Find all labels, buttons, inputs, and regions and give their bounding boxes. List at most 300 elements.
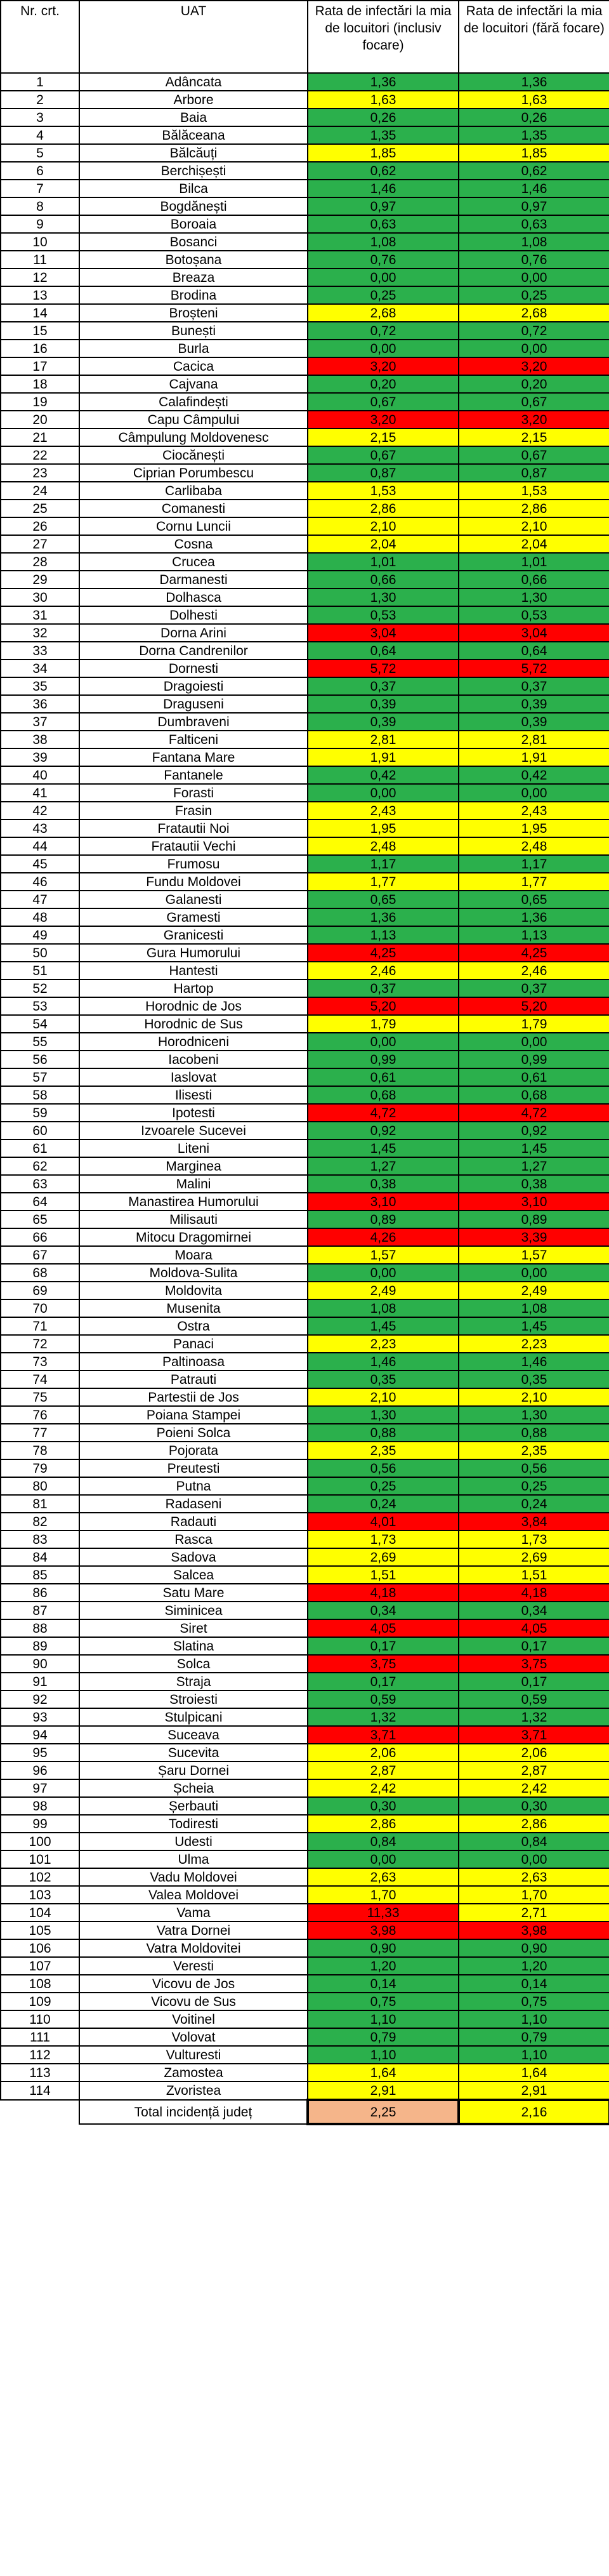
total-label: Total incidență județ bbox=[79, 2100, 308, 2124]
rate-without-outbreaks: 1,32 bbox=[459, 1708, 609, 1726]
rate-without-outbreaks: 0,72 bbox=[459, 322, 609, 340]
row-number: 24 bbox=[1, 482, 79, 500]
table-row bbox=[1, 873, 609, 891]
rate-without-outbreaks: 0,17 bbox=[459, 1673, 609, 1690]
uat-name: Ulma bbox=[79, 1850, 308, 1868]
rate-with-outbreaks: 0,42 bbox=[308, 766, 459, 784]
rate-without-outbreaks: 2,86 bbox=[459, 500, 609, 517]
rate-with-outbreaks: 0,39 bbox=[308, 695, 459, 713]
uat-name: Cornu Luncii bbox=[79, 517, 308, 535]
table-row bbox=[1, 642, 609, 660]
table-row bbox=[1, 269, 609, 286]
row-number: 94 bbox=[1, 1726, 79, 1744]
rate-without-outbreaks: 0,75 bbox=[459, 1993, 609, 2010]
rate-without-outbreaks: 0,26 bbox=[459, 109, 609, 126]
row-number: 19 bbox=[1, 393, 79, 411]
table-row bbox=[1, 855, 609, 873]
uat-name: Poieni Solca bbox=[79, 1424, 308, 1442]
table-row bbox=[1, 109, 609, 126]
rate-without-outbreaks: 1,10 bbox=[459, 2046, 609, 2064]
uat-name: Ostra bbox=[79, 1317, 308, 1335]
table-row bbox=[1, 1371, 609, 1388]
table-row bbox=[1, 1175, 609, 1193]
rate-with-outbreaks: 4,26 bbox=[308, 1228, 459, 1246]
rate-with-outbreaks: 0,25 bbox=[308, 1477, 459, 1495]
uat-name: Berchișești bbox=[79, 162, 308, 180]
uat-name: Salcea bbox=[79, 1566, 308, 1584]
table-row bbox=[1, 1282, 609, 1299]
rate-with-outbreaks: 0,68 bbox=[308, 1086, 459, 1104]
row-number: 113 bbox=[1, 2064, 79, 2081]
rate-without-outbreaks: 2,48 bbox=[459, 837, 609, 855]
rate-with-outbreaks: 0,99 bbox=[308, 1051, 459, 1068]
row-number: 90 bbox=[1, 1655, 79, 1673]
table-row bbox=[1, 73, 609, 91]
header-nr: Nr. crt. bbox=[1, 1, 79, 73]
table-row bbox=[1, 357, 609, 375]
row-number: 77 bbox=[1, 1424, 79, 1442]
uat-name: Baia bbox=[79, 109, 308, 126]
row-number: 3 bbox=[1, 109, 79, 126]
rate-with-outbreaks: 4,72 bbox=[308, 1104, 459, 1122]
row-number: 12 bbox=[1, 269, 79, 286]
table-row bbox=[1, 500, 609, 517]
row-number: 104 bbox=[1, 1904, 79, 1922]
uat-name: Putna bbox=[79, 1477, 308, 1495]
rate-without-outbreaks: 0,65 bbox=[459, 891, 609, 908]
rate-without-outbreaks: 0,84 bbox=[459, 1833, 609, 1850]
rate-with-outbreaks: 0,75 bbox=[308, 1993, 459, 2010]
table-row bbox=[1, 2046, 609, 2064]
uat-name: Iaslovat bbox=[79, 1068, 308, 1086]
table-row bbox=[1, 944, 609, 962]
row-number: 45 bbox=[1, 855, 79, 873]
rate-without-outbreaks: 3,10 bbox=[459, 1193, 609, 1211]
row-number: 67 bbox=[1, 1246, 79, 1264]
row-number: 105 bbox=[1, 1922, 79, 1939]
uat-name: Bălăceana bbox=[79, 126, 308, 144]
rate-without-outbreaks: 0,64 bbox=[459, 642, 609, 660]
rate-without-outbreaks: 0,34 bbox=[459, 1602, 609, 1619]
rate-with-outbreaks: 0,67 bbox=[308, 393, 459, 411]
row-number: 8 bbox=[1, 197, 79, 215]
rate-without-outbreaks: 1,46 bbox=[459, 1353, 609, 1371]
table-row bbox=[1, 91, 609, 109]
rate-with-outbreaks: 5,72 bbox=[308, 660, 459, 677]
table-row bbox=[1, 517, 609, 535]
table-row bbox=[1, 1993, 609, 2010]
rate-with-outbreaks: 1,01 bbox=[308, 553, 459, 571]
rate-without-outbreaks: 0,35 bbox=[459, 1371, 609, 1388]
rate-without-outbreaks: 1,57 bbox=[459, 1246, 609, 1264]
uat-name: Draguseni bbox=[79, 695, 308, 713]
row-number: 102 bbox=[1, 1868, 79, 1886]
table-row bbox=[1, 1495, 609, 1513]
uat-name: Dorna Arini bbox=[79, 624, 308, 642]
table-row bbox=[1, 1850, 609, 1868]
table-row bbox=[1, 979, 609, 997]
row-number: 36 bbox=[1, 695, 79, 713]
uat-name: Vicovu de Sus bbox=[79, 1993, 308, 2010]
rate-with-outbreaks: 0,88 bbox=[308, 1424, 459, 1442]
uat-name: Ipotesti bbox=[79, 1104, 308, 1122]
row-number: 7 bbox=[1, 180, 79, 197]
rate-without-outbreaks: 1,91 bbox=[459, 748, 609, 766]
uat-name: Solca bbox=[79, 1655, 308, 1673]
row-number: 72 bbox=[1, 1335, 79, 1353]
rate-without-outbreaks: 0,67 bbox=[459, 446, 609, 464]
rate-with-outbreaks: 1,32 bbox=[308, 1708, 459, 1726]
rate-without-outbreaks: 2,06 bbox=[459, 1744, 609, 1762]
table-row bbox=[1, 1086, 609, 1104]
row-number: 68 bbox=[1, 1264, 79, 1282]
rate-without-outbreaks: 3,20 bbox=[459, 411, 609, 428]
rate-without-outbreaks: 0,76 bbox=[459, 251, 609, 269]
row-number: 23 bbox=[1, 464, 79, 482]
table-row bbox=[1, 1939, 609, 1957]
row-number: 84 bbox=[1, 1548, 79, 1566]
total-row bbox=[1, 2100, 609, 2124]
rate-without-outbreaks: 2,10 bbox=[459, 1388, 609, 1406]
rate-without-outbreaks: 0,92 bbox=[459, 1122, 609, 1139]
table-row bbox=[1, 1228, 609, 1246]
rate-with-outbreaks: 1,36 bbox=[308, 908, 459, 926]
row-number: 53 bbox=[1, 997, 79, 1015]
table-row bbox=[1, 215, 609, 233]
uat-name: Fratautii Vechi bbox=[79, 837, 308, 855]
row-number: 26 bbox=[1, 517, 79, 535]
uat-name: Vama bbox=[79, 1904, 308, 1922]
uat-name: Ciprian Porumbescu bbox=[79, 464, 308, 482]
row-number: 70 bbox=[1, 1299, 79, 1317]
rate-without-outbreaks: 1,51 bbox=[459, 1566, 609, 1584]
rate-with-outbreaks: 0,65 bbox=[308, 891, 459, 908]
table-row bbox=[1, 1726, 609, 1744]
rate-with-outbreaks: 3,98 bbox=[308, 1922, 459, 1939]
table-row bbox=[1, 1211, 609, 1228]
table-row bbox=[1, 1353, 609, 1371]
row-number: 30 bbox=[1, 588, 79, 606]
rate-with-outbreaks: 1,46 bbox=[308, 180, 459, 197]
uat-name: Dumbraveni bbox=[79, 713, 308, 731]
row-number: 83 bbox=[1, 1530, 79, 1548]
uat-name: Cacica bbox=[79, 357, 308, 375]
table-row bbox=[1, 1886, 609, 1904]
row-number: 20 bbox=[1, 411, 79, 428]
table-row bbox=[1, 1459, 609, 1477]
rate-with-outbreaks: 5,20 bbox=[308, 997, 459, 1015]
rate-with-outbreaks: 2,10 bbox=[308, 1388, 459, 1406]
rate-with-outbreaks: 0,00 bbox=[308, 784, 459, 802]
table-row bbox=[1, 1975, 609, 1993]
row-number: 37 bbox=[1, 713, 79, 731]
table-row bbox=[1, 1797, 609, 1815]
table-row bbox=[1, 1033, 609, 1051]
rate-without-outbreaks: 0,56 bbox=[459, 1459, 609, 1477]
table-row bbox=[1, 606, 609, 624]
table-row bbox=[1, 1708, 609, 1726]
table-row bbox=[1, 1904, 609, 1922]
table-row bbox=[1, 1833, 609, 1850]
table-row bbox=[1, 624, 609, 642]
rate-without-outbreaks: 2,71 bbox=[459, 1904, 609, 1922]
uat-name: Breaza bbox=[79, 269, 308, 286]
rate-without-outbreaks: 0,25 bbox=[459, 286, 609, 304]
rate-without-outbreaks: 3,04 bbox=[459, 624, 609, 642]
uat-name: Patrauti bbox=[79, 1371, 308, 1388]
table-row bbox=[1, 997, 609, 1015]
rate-with-outbreaks: 2,87 bbox=[308, 1762, 459, 1779]
uat-name: Iacobeni bbox=[79, 1051, 308, 1068]
rate-with-outbreaks: 0,25 bbox=[308, 286, 459, 304]
rate-without-outbreaks: 0,38 bbox=[459, 1175, 609, 1193]
rate-without-outbreaks: 0,99 bbox=[459, 1051, 609, 1068]
row-number: 4 bbox=[1, 126, 79, 144]
uat-name: Broșteni bbox=[79, 304, 308, 322]
rate-with-outbreaks: 1,64 bbox=[308, 2064, 459, 2081]
rate-without-outbreaks: 2,43 bbox=[459, 802, 609, 820]
uat-name: Poiana Stampei bbox=[79, 1406, 308, 1424]
rate-with-outbreaks: 0,35 bbox=[308, 1371, 459, 1388]
uat-name: Horodnic de Jos bbox=[79, 997, 308, 1015]
rate-with-outbreaks: 2,91 bbox=[308, 2081, 459, 2100]
rate-without-outbreaks: 1,45 bbox=[459, 1139, 609, 1157]
rate-without-outbreaks: 1,27 bbox=[459, 1157, 609, 1175]
rate-without-outbreaks: 1,30 bbox=[459, 588, 609, 606]
row-number: 97 bbox=[1, 1779, 79, 1797]
row-number: 42 bbox=[1, 802, 79, 820]
table-row bbox=[1, 962, 609, 979]
row-number: 17 bbox=[1, 357, 79, 375]
table-row bbox=[1, 784, 609, 802]
rate-without-outbreaks: 0,17 bbox=[459, 1637, 609, 1655]
table-row bbox=[1, 1335, 609, 1353]
row-number: 31 bbox=[1, 606, 79, 624]
uat-name: Frumosu bbox=[79, 855, 308, 873]
rate-with-outbreaks: 1,30 bbox=[308, 1406, 459, 1424]
uat-name: Darmanesti bbox=[79, 571, 308, 588]
uat-name: Carlibaba bbox=[79, 482, 308, 500]
uat-name: Partestii de Jos bbox=[79, 1388, 308, 1406]
rate-with-outbreaks: 0,56 bbox=[308, 1459, 459, 1477]
table-row bbox=[1, 713, 609, 731]
uat-name: Siret bbox=[79, 1619, 308, 1637]
rate-without-outbreaks: 0,90 bbox=[459, 1939, 609, 1957]
rate-with-outbreaks: 1,79 bbox=[308, 1015, 459, 1033]
rate-with-outbreaks: 2,23 bbox=[308, 1335, 459, 1353]
table-row bbox=[1, 695, 609, 713]
rate-without-outbreaks: 2,49 bbox=[459, 1282, 609, 1299]
table-row bbox=[1, 766, 609, 784]
rate-without-outbreaks: 2,42 bbox=[459, 1779, 609, 1797]
rate-without-outbreaks: 1,10 bbox=[459, 2010, 609, 2028]
rate-with-outbreaks: 0,53 bbox=[308, 606, 459, 624]
rate-with-outbreaks: 0,92 bbox=[308, 1122, 459, 1139]
uat-name: Stroiesti bbox=[79, 1690, 308, 1708]
row-number: 81 bbox=[1, 1495, 79, 1513]
row-number: 71 bbox=[1, 1317, 79, 1335]
rate-with-outbreaks: 0,72 bbox=[308, 322, 459, 340]
row-number: 62 bbox=[1, 1157, 79, 1175]
row-number: 74 bbox=[1, 1371, 79, 1388]
table-row bbox=[1, 322, 609, 340]
rate-with-outbreaks: 0,17 bbox=[308, 1673, 459, 1690]
rate-with-outbreaks: 0,64 bbox=[308, 642, 459, 660]
rate-without-outbreaks: 2,91 bbox=[459, 2081, 609, 2100]
rate-without-outbreaks: 1,20 bbox=[459, 1957, 609, 1975]
row-number: 58 bbox=[1, 1086, 79, 1104]
row-number: 101 bbox=[1, 1850, 79, 1868]
table-row bbox=[1, 820, 609, 837]
uat-name: Fratautii Noi bbox=[79, 820, 308, 837]
row-number: 38 bbox=[1, 731, 79, 748]
rate-with-outbreaks: 0,39 bbox=[308, 713, 459, 731]
uat-name: Suceava bbox=[79, 1726, 308, 1744]
row-number: 78 bbox=[1, 1442, 79, 1459]
table-row bbox=[1, 1637, 609, 1655]
table-row bbox=[1, 660, 609, 677]
uat-name: Hantesti bbox=[79, 962, 308, 979]
row-number: 99 bbox=[1, 1815, 79, 1833]
row-number: 61 bbox=[1, 1139, 79, 1157]
rate-without-outbreaks: 1,79 bbox=[459, 1015, 609, 1033]
row-number: 46 bbox=[1, 873, 79, 891]
table-row bbox=[1, 1584, 609, 1602]
uat-name: Dolhesti bbox=[79, 606, 308, 624]
rate-with-outbreaks: 0,37 bbox=[308, 677, 459, 695]
rate-with-outbreaks: 1,30 bbox=[308, 588, 459, 606]
row-number: 103 bbox=[1, 1886, 79, 1904]
rate-without-outbreaks: 0,79 bbox=[459, 2028, 609, 2046]
row-number: 73 bbox=[1, 1353, 79, 1371]
rate-with-outbreaks: 3,20 bbox=[308, 357, 459, 375]
uat-name: Dorna Candrenilor bbox=[79, 642, 308, 660]
rate-without-outbreaks: 0,20 bbox=[459, 375, 609, 393]
row-number: 25 bbox=[1, 500, 79, 517]
row-number: 41 bbox=[1, 784, 79, 802]
uat-name: Izvoarele Sucevei bbox=[79, 1122, 308, 1139]
total-rate-without-outbreaks: 2,16 bbox=[459, 2100, 609, 2124]
row-number: 13 bbox=[1, 286, 79, 304]
rate-with-outbreaks: 1,13 bbox=[308, 926, 459, 944]
uat-name: Moldovita bbox=[79, 1282, 308, 1299]
uat-name: Siminicea bbox=[79, 1602, 308, 1619]
uat-name: Cajvana bbox=[79, 375, 308, 393]
uat-name: Fantanele bbox=[79, 766, 308, 784]
rate-without-outbreaks: 4,25 bbox=[459, 944, 609, 962]
rate-without-outbreaks: 0,25 bbox=[459, 1477, 609, 1495]
rate-without-outbreaks: 1,64 bbox=[459, 2064, 609, 2081]
rate-with-outbreaks: 2,06 bbox=[308, 1744, 459, 1762]
rate-without-outbreaks: 1,53 bbox=[459, 482, 609, 500]
row-number: 79 bbox=[1, 1459, 79, 1477]
rate-with-outbreaks: 1,51 bbox=[308, 1566, 459, 1584]
uat-name: Panaci bbox=[79, 1335, 308, 1353]
table-row bbox=[1, 1744, 609, 1762]
rate-with-outbreaks: 2,35 bbox=[308, 1442, 459, 1459]
row-number: 59 bbox=[1, 1104, 79, 1122]
uat-name: Crucea bbox=[79, 553, 308, 571]
rate-with-outbreaks: 2,15 bbox=[308, 428, 459, 446]
row-number: 54 bbox=[1, 1015, 79, 1033]
table-row bbox=[1, 1513, 609, 1530]
uat-name: Câmpulung Moldovenesc bbox=[79, 428, 308, 446]
rate-without-outbreaks: 0,68 bbox=[459, 1086, 609, 1104]
row-number: 69 bbox=[1, 1282, 79, 1299]
rate-with-outbreaks: 1,27 bbox=[308, 1157, 459, 1175]
total-rate-with-outbreaks: 2,25 bbox=[308, 2100, 459, 2124]
rate-with-outbreaks: 0,90 bbox=[308, 1939, 459, 1957]
uat-name: Moldova-Sulita bbox=[79, 1264, 308, 1282]
uat-name: Granicesti bbox=[79, 926, 308, 944]
row-number: 86 bbox=[1, 1584, 79, 1602]
uat-name: Moara bbox=[79, 1246, 308, 1264]
row-number: 1 bbox=[1, 73, 79, 91]
row-number: 5 bbox=[1, 144, 79, 162]
rate-with-outbreaks: 2,43 bbox=[308, 802, 459, 820]
rate-without-outbreaks: 0,00 bbox=[459, 784, 609, 802]
rate-with-outbreaks: 0,79 bbox=[308, 2028, 459, 2046]
table-row bbox=[1, 446, 609, 464]
rate-with-outbreaks: 2,42 bbox=[308, 1779, 459, 1797]
rate-with-outbreaks: 0,00 bbox=[308, 1264, 459, 1282]
row-number: 87 bbox=[1, 1602, 79, 1619]
rate-without-outbreaks: 2,46 bbox=[459, 962, 609, 979]
uat-name: Udesti bbox=[79, 1833, 308, 1850]
table-row bbox=[1, 1762, 609, 1779]
table-row bbox=[1, 1477, 609, 1495]
rate-without-outbreaks: 4,18 bbox=[459, 1584, 609, 1602]
rate-without-outbreaks: 1,13 bbox=[459, 926, 609, 944]
table-row bbox=[1, 2064, 609, 2081]
row-number: 55 bbox=[1, 1033, 79, 1051]
uat-name: Straja bbox=[79, 1673, 308, 1690]
uat-name: Radauti bbox=[79, 1513, 308, 1530]
table-row bbox=[1, 411, 609, 428]
table-row bbox=[1, 588, 609, 606]
row-number: 33 bbox=[1, 642, 79, 660]
rate-without-outbreaks: 0,97 bbox=[459, 197, 609, 215]
rate-without-outbreaks: 0,37 bbox=[459, 677, 609, 695]
uat-name: Horodnic de Sus bbox=[79, 1015, 308, 1033]
rate-without-outbreaks: 2,81 bbox=[459, 731, 609, 748]
table-row bbox=[1, 1406, 609, 1424]
rate-without-outbreaks: 0,00 bbox=[459, 1850, 609, 1868]
row-number: 18 bbox=[1, 375, 79, 393]
rate-with-outbreaks: 1,10 bbox=[308, 2010, 459, 2028]
row-number: 15 bbox=[1, 322, 79, 340]
uat-name: Brodina bbox=[79, 286, 308, 304]
rate-with-outbreaks: 4,05 bbox=[308, 1619, 459, 1637]
rate-without-outbreaks: 2,87 bbox=[459, 1762, 609, 1779]
table-row bbox=[1, 1530, 609, 1548]
rate-without-outbreaks: 2,04 bbox=[459, 535, 609, 553]
uat-name: Musenita bbox=[79, 1299, 308, 1317]
rate-with-outbreaks: 1,46 bbox=[308, 1353, 459, 1371]
rate-with-outbreaks: 0,89 bbox=[308, 1211, 459, 1228]
uat-name: Mitocu Dragomirnei bbox=[79, 1228, 308, 1246]
rate-with-outbreaks: 1,63 bbox=[308, 91, 459, 109]
rate-without-outbreaks: 2,63 bbox=[459, 1868, 609, 1886]
table-row bbox=[1, 1388, 609, 1406]
rate-with-outbreaks: 3,20 bbox=[308, 411, 459, 428]
rate-without-outbreaks: 1,95 bbox=[459, 820, 609, 837]
rate-with-outbreaks: 2,68 bbox=[308, 304, 459, 322]
table-row bbox=[1, 1157, 609, 1175]
table-row bbox=[1, 286, 609, 304]
header-rate-with-outbreaks: Rata de infectări la mia de locuitori (inclusiv focare) bbox=[308, 1, 459, 73]
rate-without-outbreaks: 2,35 bbox=[459, 1442, 609, 1459]
